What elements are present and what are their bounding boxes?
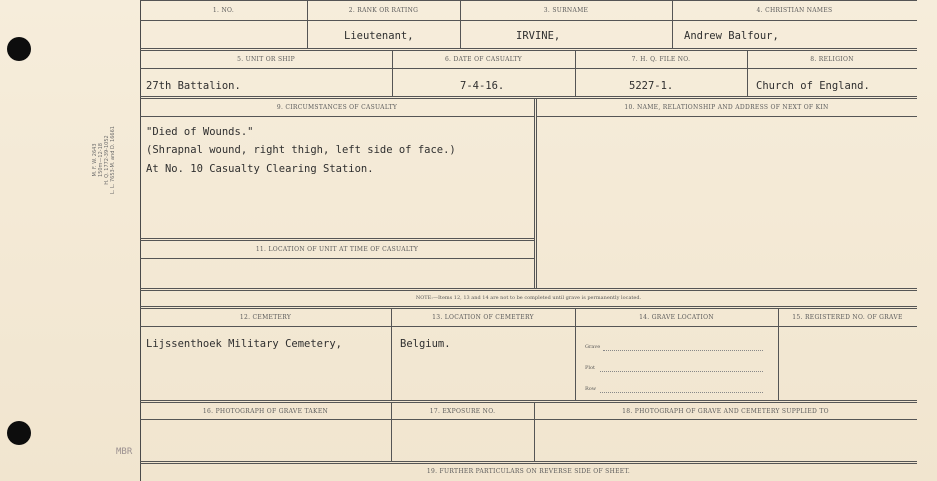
photograph-label: 16. PHOTOGRAPH OF GRAVE TAKEN xyxy=(202,408,329,415)
circumstances-label: 9. CIRCUMSTANCES OF CASUALTY xyxy=(276,104,398,111)
cemetery-value: Lijssenthoek Military Cemetery, xyxy=(146,338,342,350)
rule xyxy=(536,116,917,117)
cemetery-location-label: 13. LOCATION OF CEMETERY xyxy=(432,314,534,321)
rule xyxy=(140,306,917,307)
rule xyxy=(140,240,534,241)
rule xyxy=(140,463,917,464)
surname-value: IRVINE, xyxy=(516,30,561,42)
rule xyxy=(140,238,534,239)
religion-label: 8. RELIGION xyxy=(810,56,854,63)
rule xyxy=(140,308,917,309)
form-code-line4: L. L. 7653-M. and D. 16661 xyxy=(110,126,116,194)
further-particulars-label: 19. FURTHER PARTICULARS ON REVERSE SIDE OF SHEET. xyxy=(426,468,631,475)
rule xyxy=(140,116,534,117)
rule xyxy=(140,461,917,462)
note-text: NOTE:—Items 12, 13 and 14 are not to be completed until grave is permanently located. xyxy=(415,295,642,301)
circumstances-line: At No. 10 Casualty Clearing Station. xyxy=(146,163,374,175)
punch-hole-top xyxy=(7,37,31,61)
exposure-label: 17. EXPOSURE NO. xyxy=(429,408,496,415)
rule xyxy=(140,50,917,51)
grave-location-label: 14. GRAVE LOCATION xyxy=(639,314,714,321)
no-label: 1. NO. xyxy=(212,7,235,14)
religion-value: Church of England. xyxy=(756,80,870,92)
rule xyxy=(140,290,917,291)
rule xyxy=(140,98,917,99)
rule xyxy=(140,400,917,401)
rule xyxy=(140,20,917,21)
circumstances-line: (Shrapnal wound, right thigh, left side of face.) xyxy=(146,144,456,156)
rule xyxy=(140,0,917,1)
cemetery-location-value: Belgium. xyxy=(400,338,451,350)
christian-names-value: Andrew Balfour, xyxy=(684,30,779,42)
rule xyxy=(536,98,537,288)
photograph-supplied-label: 18. PHOTOGRAPH OF GRAVE AND CEMETERY SUPPLIED TO xyxy=(622,408,829,415)
row-field-line xyxy=(600,392,763,393)
surname-label: 3. SURNAME xyxy=(543,7,589,14)
rule xyxy=(140,96,917,97)
rule xyxy=(140,68,917,69)
file-no-value: 5227-1. xyxy=(629,80,674,92)
rule xyxy=(575,308,576,400)
row-field-label: Row xyxy=(585,386,597,392)
rule xyxy=(140,402,917,403)
rule xyxy=(140,419,917,420)
date-label: 6. DATE OF CASUALTY xyxy=(444,56,523,63)
form-code-line3: H. Q. 1772-39-1052 xyxy=(104,135,110,185)
rule xyxy=(140,288,917,289)
rule xyxy=(391,308,392,400)
date-value: 7-4-16. xyxy=(460,80,505,92)
rule xyxy=(778,308,779,400)
next-of-kin-label: 10. NAME, RELATIONSHIP AND ADDRESS OF NEXT OF KIN xyxy=(624,104,829,111)
form-code-block xyxy=(92,120,132,200)
margin-stamp: MBR xyxy=(116,447,133,457)
cemetery-label: 12. CEMETERY xyxy=(239,314,292,321)
grave-field-line xyxy=(603,350,763,351)
christian-names-label: 4. CHRISTIAN NAMES xyxy=(756,7,833,14)
grave-field-label: Grave xyxy=(585,344,601,350)
rule xyxy=(140,48,917,49)
unit-label: 5. UNIT OR SHIP xyxy=(237,56,295,63)
circumstances-line: "Died of Wounds." xyxy=(146,126,254,138)
plot-field-label: Plot xyxy=(585,365,595,371)
punch-hole-bottom xyxy=(7,421,31,445)
rule xyxy=(534,98,535,288)
card-margin xyxy=(0,0,141,481)
rule xyxy=(140,258,534,259)
file-no-label: 7. H. Q. FILE NO. xyxy=(631,56,691,63)
rank-label: 2. RANK OR RATING xyxy=(348,7,419,14)
rank-value: Lieutenant, xyxy=(344,30,414,42)
form-code-line2: 150m—12-18 xyxy=(98,143,104,177)
plot-field-line xyxy=(600,371,763,372)
registered-no-label: 15. REGISTERED NO. OF GRAVE xyxy=(792,314,903,321)
rule xyxy=(140,326,917,327)
unit-value: 27th Battalion. xyxy=(146,80,241,92)
location-of-unit-label: 11. LOCATION OF UNIT AT TIME OF CASUALTY xyxy=(255,246,419,253)
form-code: M. F. W. 2643 xyxy=(92,143,98,177)
